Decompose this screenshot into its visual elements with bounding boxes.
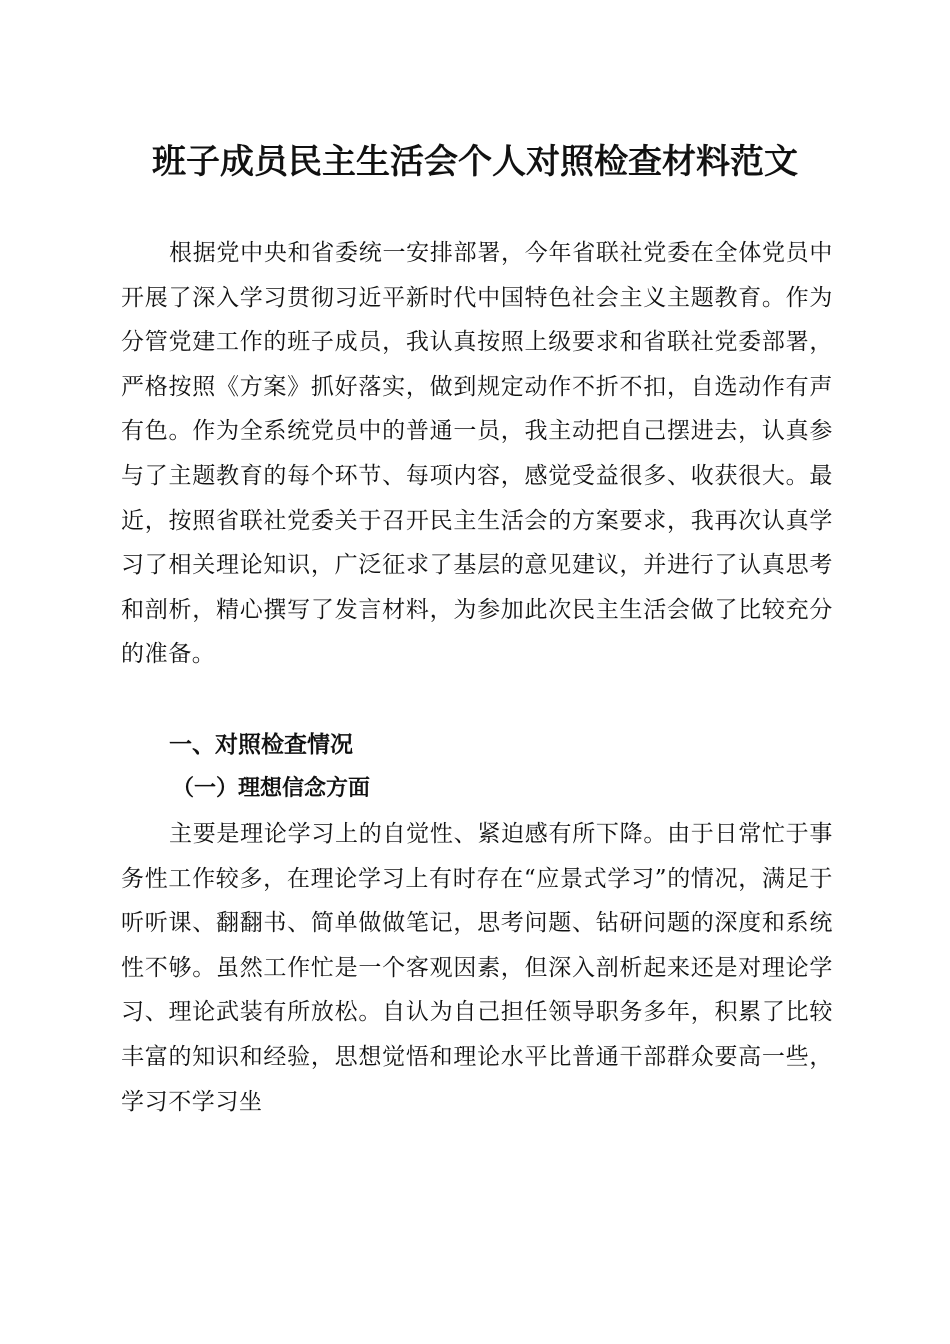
section-heading: 一、对照检查情况 bbox=[169, 732, 353, 758]
document-title: 班子成员民主生活会个人对照检查材料范文 bbox=[152, 142, 798, 182]
intro-paragraph: 根据党中央和省委统一安排部署，今年省联社党委在全体党员中开展了深入学习贯彻习近平新时代中国特色社会主义主题教育。作为分管党建工作的班子成员，我认真按照上级要求和省联社党委部署，严格按照《方案》抓好落实，做到规定动作不折不扣，自选动作有声有色。作为全系统党员中的普通一员，我主动把自己摆进去，认真参与了主题教育的每个环节、每项内容，感觉受益很多、收获很大。最近，按照省联社党委关于召开民主生活会的方案要求，我再次认真学习了相关理论知识，广泛征求了基层的意见建议，并进行了认真思考和剖析，精心撰写了发言材料，为参加此次民主生活会做了比较充分的准备。 bbox=[121, 240, 833, 668]
section-paragraph: 主要是理论学习上的自觉性、紧迫感有所下降。由于日常忙于事务性工作较多，在理论学习上有时存在“应景式学习”的情况，满足于听听课、翻翻书、简单做做笔记，思考问题、钻研问题的深度和系统性不够。虽然工作忙是一个客观因素，但深入剖析起来还是对理论学习、理论武装有所放松。自认为自己担任领导职务多年，积累了比较丰富的知识和经验，思想觉悟和理论水平比普通干部群众要高一些，学习不学习坐 bbox=[121, 821, 833, 1115]
subsection-heading: （一）理想信念方面 bbox=[172, 775, 371, 801]
